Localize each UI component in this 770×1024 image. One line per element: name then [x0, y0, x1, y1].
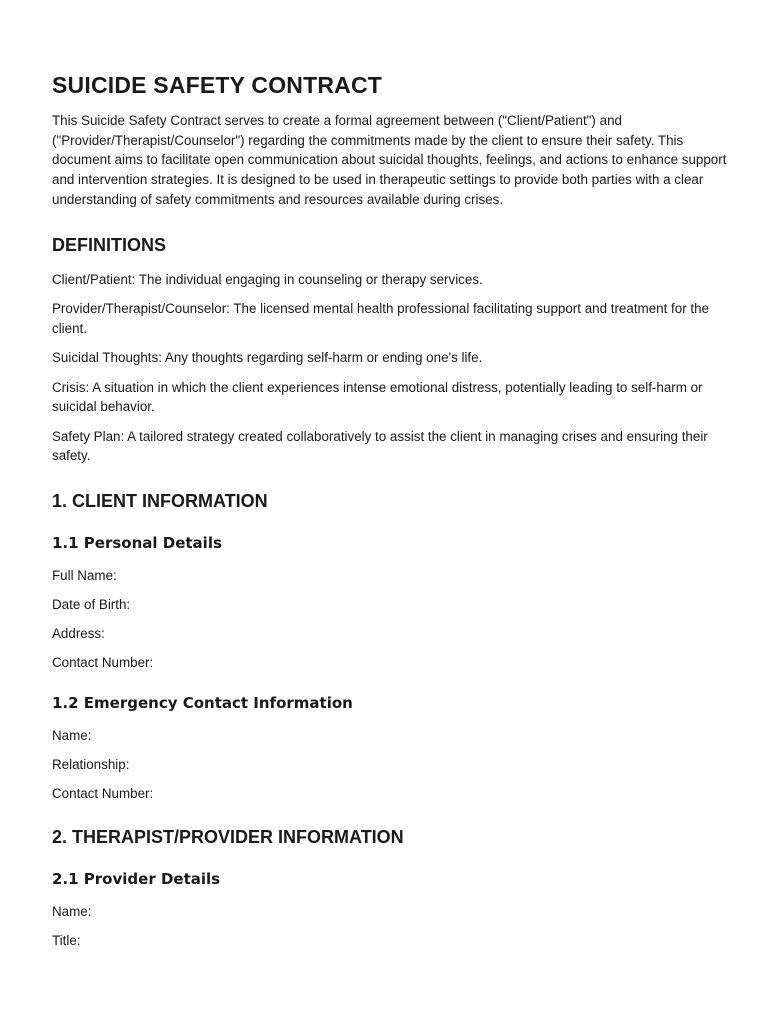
- definitions-heading: DEFINITIONS: [52, 234, 167, 255]
- relationship-label: Relationship:: [52, 756, 130, 772]
- full-name-label: Full Name:: [52, 567, 117, 583]
- document-title: SUICIDE SAFETY CONTRACT: [52, 72, 383, 98]
- definition-item: Safety Plan: A tailored strategy created collaboratively to assist the client in managing crises and ensuring their safety.: [52, 428, 708, 464]
- contact-number-label: Contact Number:: [52, 654, 154, 670]
- provider-details-fields: [52, 902, 730, 950]
- personal-details-fields: [52, 566, 730, 672]
- definition-item: Suicidal Thoughts: Any thoughts regarding self-harm or ending one's life.: [52, 350, 483, 366]
- emergency-name-label: Name:: [52, 727, 92, 743]
- client-information-heading: 1. CLIENT INFORMATION: [52, 490, 268, 511]
- emergency-contact-fields: [52, 726, 730, 803]
- provider-title-label: Title:: [52, 932, 81, 948]
- emergency-contact-number-label: Contact Number:: [52, 785, 154, 801]
- date-of-birth-label: Date of Birth:: [52, 596, 131, 612]
- intro-paragraph: This Suicide Safety Contract serves to create a formal agreement between ("Client/Patient") and ("Provider/Therapist/Counselor") regarding the commitments made by the client to ensure their safety. This document aims to facilitate open communication about suicidal thoughts, feelings, and actions to enhance support and intervention strategies. It is designed to be used in therapeutic settings to provide both parties with a clear understanding of safety commitments and resources available during crises.: [52, 113, 727, 207]
- provider-name-label: Name:: [52, 903, 92, 919]
- emergency-contact-heading: 1.2 Emergency Contact Information: [52, 693, 353, 712]
- personal-details-heading: 1.1 Personal Details: [52, 533, 222, 552]
- definition-item: Client/Patient: The individual engaging in counseling or therapy services.: [52, 271, 483, 287]
- address-label: Address:: [52, 625, 105, 641]
- definition-item: Provider/Therapist/Counselor: The licensed mental health professional facilitating support and treatment for the client.: [52, 301, 709, 336]
- client-information-section: [52, 491, 730, 803]
- definition-item: Crisis: A situation in which the client experiences intense emotional distress, potentially leading to self-harm or suicidal behavior.: [52, 379, 703, 415]
- provider-information-section: [52, 827, 730, 950]
- provider-information-heading: 2. THERAPIST/PROVIDER INFORMATION: [52, 826, 404, 847]
- definitions-list: [52, 270, 730, 466]
- provider-details-heading: 2.1 Provider Details: [52, 869, 221, 888]
